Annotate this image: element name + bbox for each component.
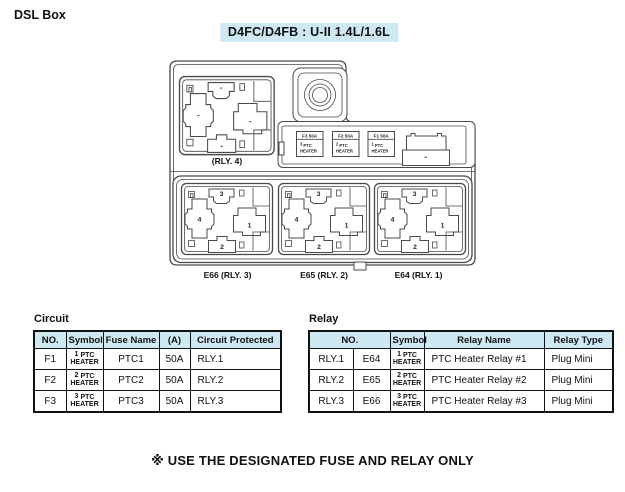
relay-section — [308, 313, 614, 413]
relay-socket-row — [173, 176, 472, 270]
fuse-f1-label: F1 50A — [373, 133, 389, 139]
fuse-name: PTC1 — [103, 349, 159, 370]
svg-text:2PTC: 2PTC — [336, 141, 348, 148]
svg-text:HEATER: HEATER — [300, 148, 317, 154]
page-title: DSL Box — [14, 8, 66, 22]
fuse-no: F3 — [34, 391, 66, 413]
model-variant-title: D4FC/D4FB : U-II 1.4L/1.6L — [220, 23, 398, 42]
fuse-amps: 50A — [159, 349, 190, 370]
socket-e66 — [182, 184, 273, 255]
fuse-f2 — [333, 132, 360, 157]
fuse-box-diagram — [148, 50, 488, 295]
circuit-section — [33, 313, 282, 413]
svg-text:3PTC: 3PTC — [300, 141, 312, 148]
circuit-header-row — [34, 331, 281, 349]
fuse-no: F1 — [34, 349, 66, 370]
relay-code: E64 — [353, 349, 390, 370]
svg-text:HEATER: HEATER — [336, 148, 353, 154]
circuit-table-title: Circuit — [34, 313, 69, 325]
svg-text:4: 4 — [390, 216, 395, 224]
relay-code: E65 — [353, 370, 390, 391]
relay-no: RLY.3 — [309, 391, 353, 413]
col-header-relay-type: Relay Type — [544, 331, 613, 349]
fuse-name: PTC3 — [103, 391, 159, 413]
relay-name: PTC Heater Relay #1 — [424, 349, 544, 370]
socket-e64-label: E64 (RLY. 1) — [394, 270, 443, 280]
fuse-amps: 50A — [159, 391, 190, 413]
fuse-symbol: $^1$ PTC HEATER — [66, 349, 103, 370]
relay-name: PTC Heater Relay #3 — [424, 391, 544, 413]
socket-e64 — [375, 184, 466, 255]
col-header-no: NO. — [309, 331, 390, 349]
col-header-no: NO. — [34, 331, 66, 349]
fuse-f1 — [368, 132, 395, 157]
relay-no: RLY.2 — [309, 370, 353, 391]
col-header-symbol: Symbol — [390, 331, 424, 349]
fuse-f3 — [297, 132, 324, 157]
circuit-protected: RLY.2 — [190, 370, 281, 391]
mount-boss — [293, 68, 347, 122]
designated-fuse-note: ※ USE THE DESIGNATED FUSE AND RELAY ONLY — [151, 453, 474, 468]
table-row — [309, 391, 613, 413]
fuse-no: F2 — [34, 370, 66, 391]
circuit-table — [33, 330, 282, 413]
svg-text:3: 3 — [219, 190, 224, 198]
svg-text:4: 4 — [294, 216, 299, 224]
socket-e66-label: E66 (RLY. 3) — [203, 270, 252, 280]
relay-table-title: Relay — [309, 313, 339, 325]
svg-text:1: 1 — [440, 222, 445, 230]
svg-text:3: 3 — [412, 190, 417, 198]
col-header-symbol: Symbol — [66, 331, 103, 349]
socket-e65-label: E65 (RLY. 2) — [300, 270, 348, 280]
connector-block — [403, 134, 450, 166]
table-row — [309, 349, 613, 370]
table-row — [34, 370, 281, 391]
fuse-symbol: $^3$ PTC HEATER — [66, 391, 103, 413]
relay-type: Plug Mini — [544, 370, 613, 391]
svg-text:1: 1 — [247, 222, 252, 230]
fuse-symbol: $^2$ PTC HEATER — [66, 370, 103, 391]
relay-header-row — [309, 331, 613, 349]
relay-type: Plug Mini — [544, 391, 613, 413]
fuse-strip — [278, 122, 475, 168]
socket-rly4-label: (RLY. 4) — [211, 156, 243, 166]
col-header-amps: (A) — [159, 331, 190, 349]
svg-text:1: 1 — [344, 222, 349, 230]
relay-symbol: $^3$ PTC HEATER — [390, 391, 424, 413]
svg-text:2: 2 — [317, 244, 321, 251]
col-header-fuse-name: Fuse Name — [103, 331, 159, 349]
svg-text:HEATER: HEATER — [371, 148, 389, 154]
relay-symbol: $^2$ PTC HEATER — [390, 370, 424, 391]
col-header-relay-name: Relay Name — [424, 331, 544, 349]
relay-code: E66 — [353, 391, 390, 413]
relay-symbol: $^1$ PTC HEATER — [390, 349, 424, 370]
table-row — [34, 391, 281, 413]
fuse-name: PTC2 — [103, 370, 159, 391]
circuit-protected: RLY.1 — [190, 349, 281, 370]
circuit-protected: RLY.3 — [190, 391, 281, 413]
relay-type: Plug Mini — [544, 349, 613, 370]
svg-text:4: 4 — [197, 216, 202, 224]
socket-e65 — [279, 184, 370, 255]
relay-no: RLY.1 — [309, 349, 353, 370]
table-row — [309, 370, 613, 391]
svg-text:2: 2 — [413, 244, 417, 251]
svg-text:2: 2 — [220, 244, 224, 251]
socket-rly4 — [180, 77, 275, 155]
bottom-notch — [354, 262, 366, 270]
fuse-f2-label: F2 50A — [338, 133, 354, 139]
fuse-amps: 50A — [159, 370, 190, 391]
fuse-f3-label: F3 50A — [302, 133, 318, 139]
svg-text:3: 3 — [316, 190, 321, 198]
relay-name: PTC Heater Relay #2 — [424, 370, 544, 391]
relay-table — [308, 330, 614, 413]
col-header-protected: Circuit Protected — [190, 331, 281, 349]
svg-text:1PTC: 1PTC — [371, 141, 384, 148]
table-row — [34, 349, 281, 370]
